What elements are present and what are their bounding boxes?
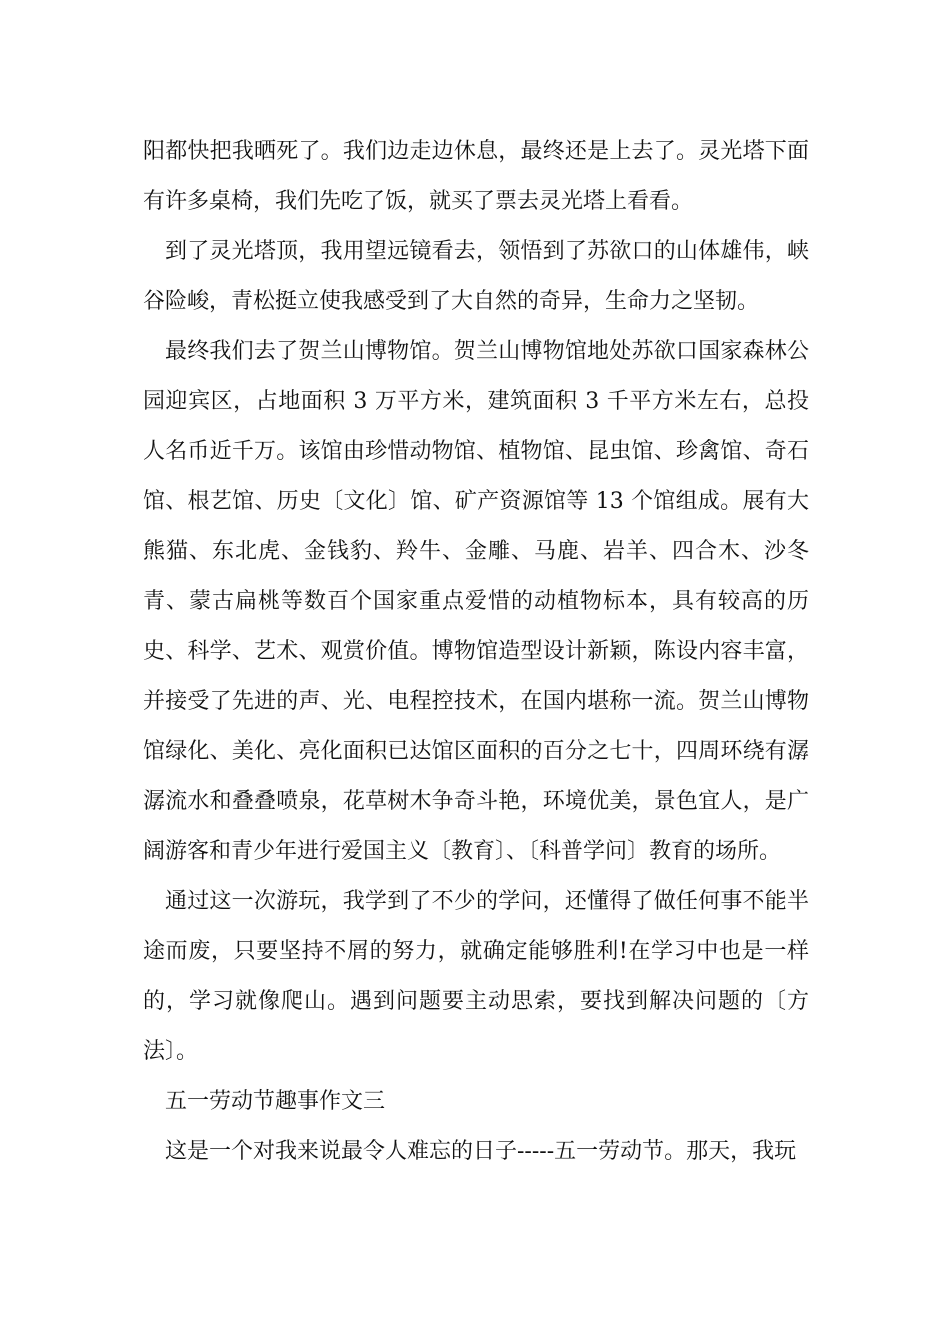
paragraph-tower-top: 到了灵光塔顶，我用望远镜看去，领悟到了苏欲口的山体雄伟，峡谷险峻，青松挺立使我感受到了大自然的奇异，生命力之坚韧。 — [143, 239, 809, 314]
paragraph-lesson: 通过这一次游玩，我学到了不少的学问，还懂得了做任何事不能半途而废，只要坚持不屑的努力，就确定能够胜利!在学习中也是一样的，学习就像爬山。遇到问题要主动思索，要找到解决问题的〔方法〕。 — [143, 889, 809, 1064]
paragraph-new-essay-start: 这是一个对我来说最令人难忘的日子-----五一劳动节。那天，我玩 — [165, 1139, 797, 1164]
paragraph-continuation: 阳都快把我晒死了。我们边走边休息，最终还是上去了。灵光塔下面有许多桌椅，我们先吃了饭，就买了票去灵光塔上看看。 — [143, 139, 809, 214]
paragraph-museum: 最终我们去了贺兰山博物馆。贺兰山博物馆地处苏欲口国家森林公园迎宾区，占地面积 3 万平方米，建筑面积 3 千平方米左右，总投人名币近千万。该馆由珍惜动物馆、植物馆、昆虫馆、珍禽馆、奇石馆、根艺馆、历史〔文化〕馆、矿产资源馆等 13 个馆组成。展有大熊猫、东北虎、金钱豹、羚牛、金雕、马鹿、岩羊、四合木、沙冬青、蒙古扁桃等数百个国家重点爱惜的动植物标本，具有较高的历史、科学、艺术、观赏价值。博物馆造型设计新颖，陈设内容丰富，并接受了先进的声、光、电程控技术，在国内堪称一流。贺兰山博物馆绿化、美化、亮化面积已达馆区面积的百分之七十，四周环绕有潺潺流水和叠叠喷泉，花草树木争奇斗艳，环境优美，景色宜人，是广阔游客和青少年进行爱国主义〔教育〕、〔科普学问〕教育的场所。 — [143, 339, 809, 864]
document-body — [143, 127, 809, 1177]
section-heading: 五一劳动节趣事作文三 — [165, 1089, 386, 1114]
